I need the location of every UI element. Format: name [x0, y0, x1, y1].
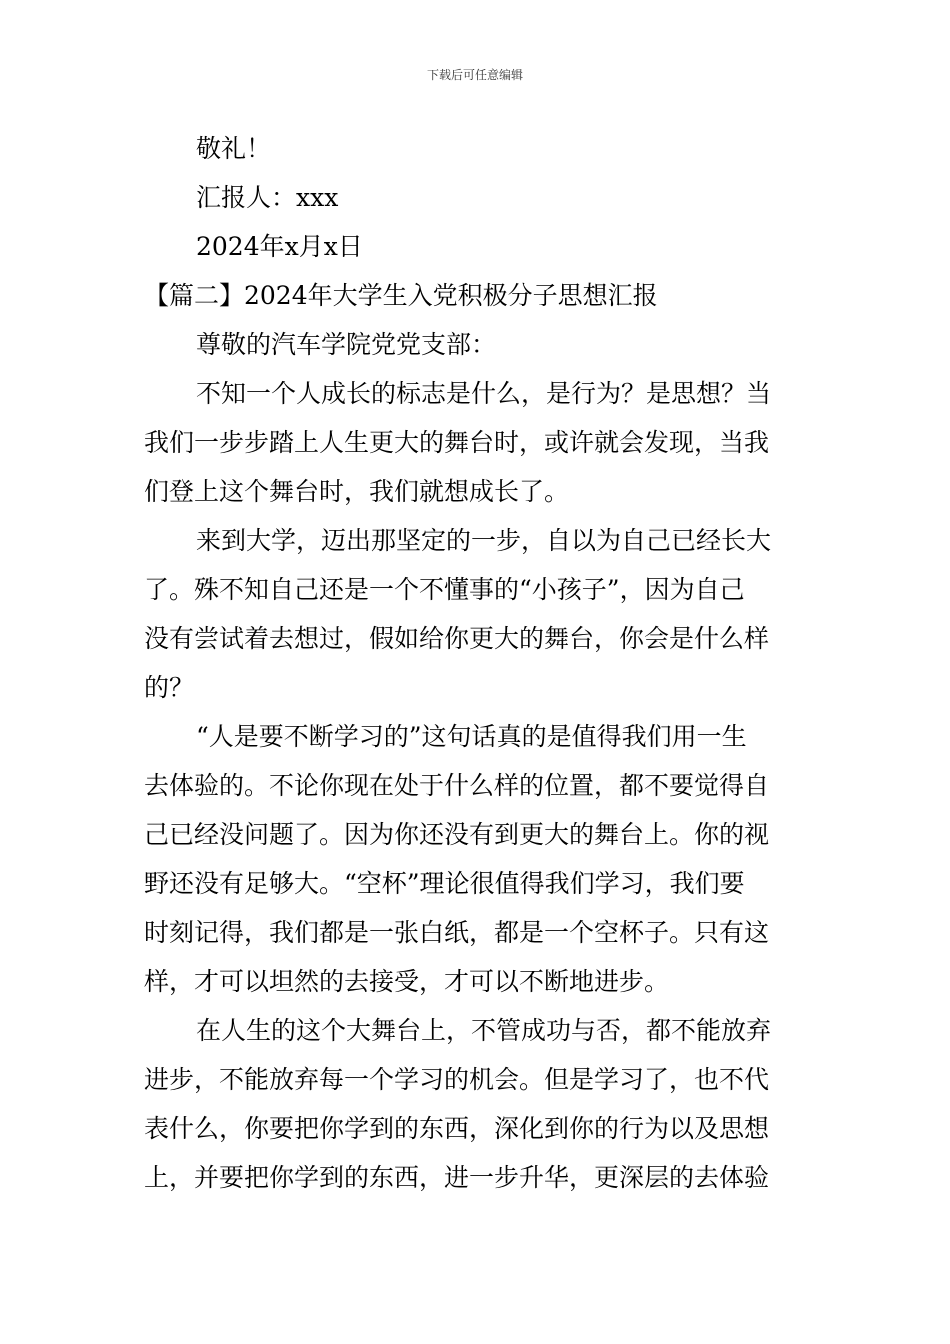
paragraph-line: 己已经没问题了。因为你还没有到更大的舞台上。你的视 — [144, 820, 770, 849]
paragraph-line: 野还没有足够大。“空杯”理论很值得我们学习，我们要 — [144, 869, 745, 898]
paragraph-line: “人是要不断学习的”这句话真的是值得我们用一生 — [196, 722, 747, 751]
paragraph-line: 进步，不能放弃每一个学习的机会。但是学习了，也不代 — [144, 1065, 770, 1094]
page-header-note: 下载后可任意编辑 — [426, 68, 523, 82]
paragraph-line: 不知一个人成长的标志是什么，是行为？是思想？当 — [196, 379, 772, 408]
paragraph-line: 在人生的这个大舞台上，不管成功与否，都不能放弃 — [196, 1016, 772, 1045]
reporter-line: 汇报人：xxx — [196, 183, 339, 212]
paragraph-line: 样，才可以坦然的去接受，才可以不断地进步。 — [144, 967, 670, 996]
paragraph — [144, 369, 808, 516]
closing-salute: 敬礼！ — [196, 134, 272, 163]
report-date: 2024年x月x日 — [196, 232, 363, 261]
paragraph — [144, 516, 808, 712]
paragraph — [144, 712, 808, 1006]
paragraph-line: 没有尝试着去想过，假如给你更大的舞台，你会是什么样 — [144, 624, 770, 653]
paragraph-line: 表什么，你要把你学到的东西，深化到你的行为以及思想 — [144, 1114, 770, 1143]
paragraph-line: 我们一步步踏上人生更大的舞台时，或许就会发现，当我 — [144, 428, 770, 457]
paragraph — [144, 1006, 808, 1202]
paragraph-line: 来到大学，迈出那坚定的一步，自以为自己已经长大 — [196, 526, 772, 555]
paragraph-line: 们登上这个舞台时，我们就想成长了。 — [144, 477, 570, 506]
paragraph-line: 的？ — [144, 673, 195, 702]
salutation: 尊敬的汽车学院党党支部： — [196, 330, 497, 359]
paragraph-line: 时刻记得，我们都是一张白纸，都是一个空杯子。只有这 — [144, 918, 770, 947]
paragraph-line: 了。殊不知自己还是一个不懂事的“小孩子”，因为自己 — [144, 575, 745, 604]
paragraph-line: 上，并要把你学到的东西，进一步升华，更深层的去体验 — [144, 1163, 770, 1192]
document-body — [144, 124, 808, 1202]
paragraph-line: 去体验的。不论你现在处于什么样的位置，都不要觉得自 — [144, 771, 770, 800]
section-title: 【篇二】2024年大学生入党积极分子思想汇报 — [144, 281, 658, 310]
